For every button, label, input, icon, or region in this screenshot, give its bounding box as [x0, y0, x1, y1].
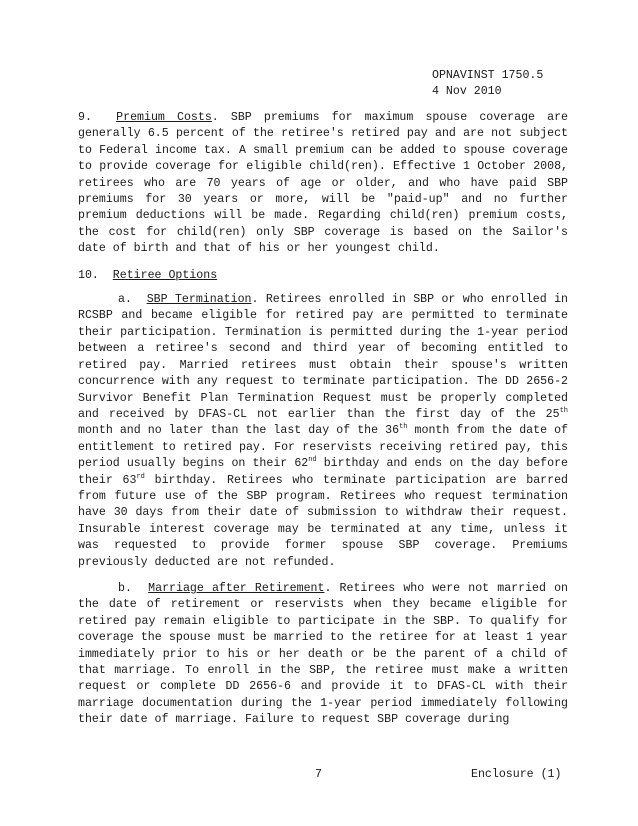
ordinal-suffix: th — [559, 406, 568, 415]
section-10-number: 10. — [78, 268, 99, 282]
document-header — [432, 68, 543, 100]
subsection-b-title: Marriage after Retirement — [148, 581, 325, 595]
subsection-a-text-5: birthday. Retirees who terminate participation are barred from future use of the SBP program. Retirees who request termination have 30 days from their date of submission to withdraw their request. Insurable interest coverage may be terminated at any time, unless it was requested to provide former spouse SBP coverage. Premiums previously deducted are not refunded. — [78, 473, 568, 569]
section-9-number: 9. — [78, 111, 92, 124]
document-body — [78, 110, 568, 729]
subsection-a-title: SBP Termination — [146, 293, 252, 307]
paragraph-gap — [78, 571, 568, 581]
section-9-text: . SBP premiums for maximum spouse coverage are generally 6.5 percent of the retiree's retired pay and are not subject to Federal income tax. A small premium can be added to spouse coverage to provide coverage for eligible child(ren). Effective 1 October 2008, retirees who are 70 years of age or older, and who have paid SBP premiums for 30 years or more, will be "paid-up" and no further premium deductions will be made. Regarding child(ren) premium costs, the cost for child(ren) only SBP coverage is based on the Sailor's date of birth and that of his or her youngest child. — [78, 111, 568, 256]
ordinal-suffix: rd — [136, 472, 145, 481]
subsection-a-text-1: . Retirees enrolled in SBP or who enrolled in RCSBP and became eligible for retired pay are permitted to terminate their participation. Termination is permitted during the 1-year period between a retiree's second and third year of becoming entitled to retired pay. Married retirees must obtain their spouse's written concurrence with any request to terminate participation. The DD 2656-2 Survivor Benefit Plan Termination Request must be properly completed and received by DFAS-CL not earlier than the first day of the 25 — [78, 293, 568, 421]
subsection-b-text: . Retirees who were not married on the date of retirement or reservists when they became eligible for retired pay remain eligible to participate in the SBP. To qualify for coverage the spouse must be married to the retiree for at least 1 year immediately prior to his or her death or be the parent of a child of that marriage. To enroll in the SBP, the retiree must make a written request or complete DD 2656-6 and provide it to DFAS-CL with their marriage documentation during the 1-year period immediately following their date of marriage. Failure to request SBP coverage during — [78, 581, 568, 727]
page-number: 7 — [315, 768, 322, 781]
section-10-heading — [78, 268, 568, 284]
section-9-paragraph — [78, 110, 568, 258]
enclosure-label: Enclosure (1) — [471, 768, 562, 781]
document-date: 4 Nov 2010 — [432, 85, 502, 98]
ordinal-suffix: th — [399, 423, 408, 432]
subsection-a-paragraph — [78, 292, 568, 571]
instruction-number: OPNAVINST 1750.5 — [432, 69, 544, 82]
subsection-a-text-4: birthday and ends on the day before their 63 — [78, 457, 568, 487]
ordinal-suffix: nd — [308, 456, 317, 465]
subsection-a-text-3: month from the date of entitlement to retired pay. For reservists receiving retired pay, this period usually begins on their 62 — [78, 424, 568, 471]
subsection-a-letter: a. — [118, 293, 132, 307]
section-10-title: Retiree Options — [112, 268, 218, 282]
section-9-title: Premium Costs — [116, 111, 212, 124]
subsection-b-paragraph — [78, 581, 568, 729]
subsection-b-letter: b. — [118, 581, 132, 595]
subsection-a-text-2: month and no later than the last day of the 36 — [78, 424, 400, 438]
